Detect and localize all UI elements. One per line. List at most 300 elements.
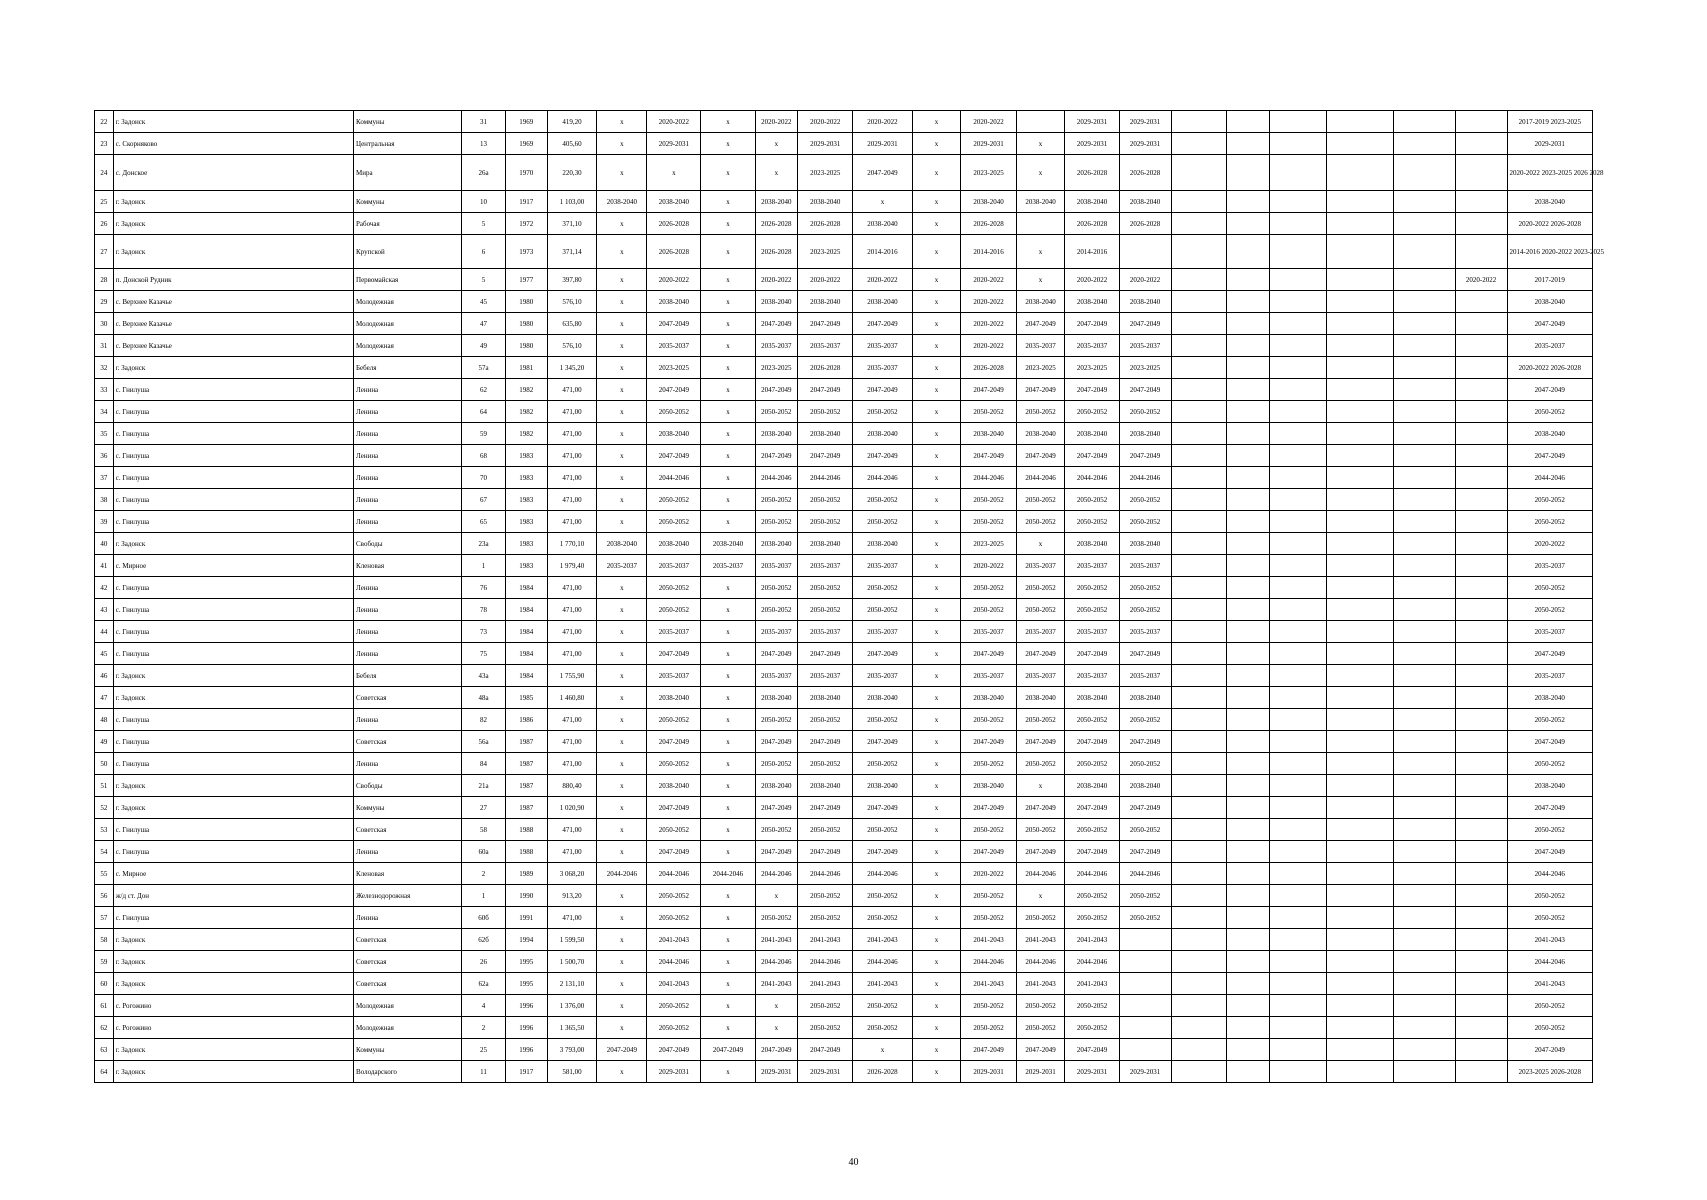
- housing-repair-table: [94, 110, 1605, 1083]
- table-cell: 2044-2046: [853, 863, 912, 885]
- table-cell: [1455, 687, 1507, 709]
- table-cell: х: [912, 907, 961, 929]
- table-cell: 2050-2052: [1119, 599, 1171, 621]
- table-cell: х: [597, 357, 647, 379]
- table-cell: [1226, 907, 1270, 929]
- table-cell: 2020-2022: [647, 111, 701, 133]
- table-cell: [1326, 291, 1394, 313]
- table-cell: 23: [95, 133, 114, 155]
- table-cell: Володарского: [354, 1061, 462, 1083]
- table-cell: [1394, 687, 1455, 709]
- table-cell: [1455, 235, 1507, 269]
- table-cell: 2047-2049: [755, 445, 798, 467]
- table-cell: [1226, 111, 1270, 133]
- table-cell: [1226, 489, 1270, 511]
- table-cell: Советская: [354, 819, 462, 841]
- table-cell: 2026-2028: [755, 213, 798, 235]
- table-cell: [1455, 335, 1507, 357]
- table-cell: 2047-2049: [798, 797, 853, 819]
- table-cell: 49: [95, 731, 114, 753]
- table-cell: 2038-2040: [1119, 423, 1171, 445]
- table-cell: 1985: [505, 687, 547, 709]
- table-cell: х: [597, 819, 647, 841]
- table-cell: 2050-2052: [1507, 819, 1592, 841]
- table-cell: с. Гнилуша: [113, 445, 353, 467]
- table-cell: 47: [95, 687, 114, 709]
- table-cell: 2050-2052: [1119, 885, 1171, 907]
- table-cell: х: [912, 643, 961, 665]
- table-cell: [1171, 555, 1226, 577]
- table-cell: Советская: [354, 973, 462, 995]
- table-cell: 2035-2037: [1119, 621, 1171, 643]
- table-cell: 2050-2052: [853, 511, 912, 533]
- table-cell: [1270, 841, 1326, 863]
- table-row: [95, 1061, 1593, 1083]
- table-row: [95, 445, 1593, 467]
- table-cell: [1394, 753, 1455, 775]
- table-cell: 2047-2049: [1507, 643, 1592, 665]
- table-cell: 2050-2052: [798, 599, 853, 621]
- table-row: [95, 511, 1593, 533]
- table-cell: 2041-2043: [1507, 973, 1592, 995]
- table-cell: 2047-2049: [1016, 445, 1065, 467]
- table-cell: 2035-2037: [647, 335, 701, 357]
- table-cell: 41: [95, 555, 114, 577]
- table-cell: 1984: [505, 621, 547, 643]
- table-cell: 471,00: [547, 379, 597, 401]
- table-cell: п. Донской Рудник: [113, 269, 353, 291]
- table-cell: 1996: [505, 995, 547, 1017]
- table-cell: Молодежная: [354, 291, 462, 313]
- table-cell: 30: [95, 313, 114, 335]
- table-cell: 2044-2046: [1065, 951, 1119, 973]
- table-cell: [1394, 731, 1455, 753]
- table-cell: 2050-2052: [798, 1017, 853, 1039]
- table-cell: 2044-2046: [1065, 467, 1119, 489]
- table-cell: [1455, 533, 1507, 555]
- table-cell: х: [912, 467, 961, 489]
- table-cell: 2038-2040: [853, 291, 912, 313]
- table-cell: [1226, 687, 1270, 709]
- table-cell: 1982: [505, 379, 547, 401]
- table-cell: [1394, 599, 1455, 621]
- table-cell: 2038-2040: [1065, 687, 1119, 709]
- table-cell: г. Задонск: [113, 929, 353, 951]
- table-cell: 2035-2037: [1119, 335, 1171, 357]
- table-cell: [1171, 973, 1226, 995]
- table-cell: х: [912, 885, 961, 907]
- table-cell: [1326, 863, 1394, 885]
- table-cell: 2038-2040: [853, 533, 912, 555]
- table-cell: [1270, 111, 1326, 133]
- table-cell: 2047-2049: [961, 841, 1016, 863]
- table-cell: [1171, 907, 1226, 929]
- table-cell: [1326, 929, 1394, 951]
- table-cell: 2050-2052: [755, 709, 798, 731]
- table-cell: 2038-2040: [1016, 423, 1065, 445]
- table-cell: 2029-2031: [961, 133, 1016, 155]
- table-cell: 2047-2049: [1065, 797, 1119, 819]
- table-cell: [1326, 995, 1394, 1017]
- table-cell: 2035-2037: [853, 357, 912, 379]
- table-cell: 1984: [505, 665, 547, 687]
- table-cell: [1326, 643, 1394, 665]
- table-cell: [1270, 511, 1326, 533]
- table-cell: [1326, 775, 1394, 797]
- table-cell: 25: [95, 191, 114, 213]
- table-cell: 2047-2049: [647, 445, 701, 467]
- table-cell: 2050-2052: [1065, 885, 1119, 907]
- table-cell: 2035-2037: [853, 555, 912, 577]
- table-cell: 2050-2052: [853, 995, 912, 1017]
- table-cell: 2026-2028: [853, 1061, 912, 1083]
- table-cell: х: [912, 555, 961, 577]
- table-cell: [1226, 379, 1270, 401]
- table-cell: 82: [462, 709, 506, 731]
- table-cell: 2047-2049: [1119, 841, 1171, 863]
- table-cell: 61: [95, 995, 114, 1017]
- table-cell: [1394, 841, 1455, 863]
- table-cell: [1326, 269, 1394, 291]
- table-cell: 48: [95, 709, 114, 731]
- table-cell: 2020-2022: [961, 555, 1016, 577]
- table-cell: с. Гнилуша: [113, 511, 353, 533]
- table-row: [95, 709, 1593, 731]
- table-cell: 2047-2049: [755, 379, 798, 401]
- table-cell: х: [701, 467, 755, 489]
- table-cell: х: [912, 235, 961, 269]
- table-cell: х: [1016, 155, 1065, 191]
- table-cell: 2050-2052: [647, 1017, 701, 1039]
- table-cell: с. Гнилуша: [113, 819, 353, 841]
- table-cell: х: [701, 665, 755, 687]
- table-cell: 2014-2016: [961, 235, 1016, 269]
- table-cell: 2050-2052: [798, 511, 853, 533]
- table-cell: 2050-2052: [1016, 511, 1065, 533]
- table-cell: [1226, 885, 1270, 907]
- table-cell: 2026-2028: [755, 235, 798, 269]
- table-cell: х: [597, 753, 647, 775]
- table-cell: 2047-2049: [961, 731, 1016, 753]
- table-cell: 56а: [462, 731, 506, 753]
- table-row: [95, 313, 1593, 335]
- table-cell: Кленовая: [354, 863, 462, 885]
- table-cell: [1455, 995, 1507, 1017]
- table-cell: 2047-2049: [961, 379, 1016, 401]
- table-cell: [1394, 313, 1455, 335]
- table-cell: 2035-2037: [647, 665, 701, 687]
- table-cell: 2050-2052: [853, 709, 912, 731]
- table-cell: 1989: [505, 863, 547, 885]
- table-cell: 1995: [505, 973, 547, 995]
- table-cell: [1226, 213, 1270, 235]
- table-cell: [1270, 489, 1326, 511]
- table-row: [95, 379, 1593, 401]
- table-row: [95, 269, 1593, 291]
- table-cell: 43: [95, 599, 114, 621]
- table-cell: 1996: [505, 1039, 547, 1061]
- table-cell: г. Задонск: [113, 687, 353, 709]
- table-cell: 2047-2049: [1065, 379, 1119, 401]
- table-cell: 2047-2049: [647, 643, 701, 665]
- table-cell: х: [701, 155, 755, 191]
- table-cell: 2 131,10: [547, 973, 597, 995]
- table-cell: [1270, 753, 1326, 775]
- table-cell: 45: [462, 291, 506, 313]
- table-cell: [1455, 599, 1507, 621]
- table-cell: [1016, 111, 1065, 133]
- table-cell: х: [597, 621, 647, 643]
- table-cell: 2038-2040: [798, 687, 853, 709]
- table-cell: 2050-2052: [961, 401, 1016, 423]
- table-cell: 2050-2052: [1507, 577, 1592, 599]
- table-cell: 2038-2040: [647, 423, 701, 445]
- table-cell: 2050-2052: [647, 753, 701, 775]
- table-cell: 2029-2031: [961, 1061, 1016, 1083]
- table-cell: 2047-2049: [1119, 379, 1171, 401]
- table-cell: 371,14: [547, 235, 597, 269]
- table-cell: [1455, 445, 1507, 467]
- table-cell: [1394, 533, 1455, 555]
- table-cell: х: [597, 885, 647, 907]
- table-cell: 1 103,00: [547, 191, 597, 213]
- table-cell: 38: [95, 489, 114, 511]
- table-cell: [1270, 445, 1326, 467]
- table-cell: 2047-2049: [853, 797, 912, 819]
- table-cell: 2044-2046: [853, 951, 912, 973]
- table-cell: [1171, 291, 1226, 313]
- table-cell: 2050-2052: [1016, 577, 1065, 599]
- table-cell: [1455, 357, 1507, 379]
- table-cell: Советская: [354, 687, 462, 709]
- table-cell: 48а: [462, 687, 506, 709]
- table-cell: Рабочая: [354, 213, 462, 235]
- table-cell: Молодежная: [354, 995, 462, 1017]
- table-cell: [1270, 213, 1326, 235]
- table-row: [95, 731, 1593, 753]
- table-cell: [1455, 511, 1507, 533]
- table-cell: 2050-2052: [1507, 907, 1592, 929]
- table-cell: х: [701, 401, 755, 423]
- table-cell: [1226, 445, 1270, 467]
- table-cell: [1270, 973, 1326, 995]
- table-cell: [1270, 1061, 1326, 1083]
- table-cell: [1270, 133, 1326, 155]
- table-cell: [1226, 511, 1270, 533]
- table-cell: 42: [95, 577, 114, 599]
- table-cell: 2020-2022: [961, 269, 1016, 291]
- table-cell: 11: [462, 1061, 506, 1083]
- table-cell: 2047-2049: [853, 313, 912, 335]
- table-cell: [1455, 643, 1507, 665]
- table-cell: [1394, 379, 1455, 401]
- table-cell: 2047-2049: [961, 1039, 1016, 1061]
- table-cell: [1270, 191, 1326, 213]
- table-cell: г. Задонск: [113, 973, 353, 995]
- table-cell: 59: [462, 423, 506, 445]
- table-cell: 52: [95, 797, 114, 819]
- table-cell: 2029-2031: [1119, 1061, 1171, 1083]
- table-cell: 27: [462, 797, 506, 819]
- table-cell: 1: [462, 555, 506, 577]
- table-cell: 2023-2025: [755, 357, 798, 379]
- table-cell: 2035-2037: [1065, 555, 1119, 577]
- table-cell: с. Гнилуша: [113, 621, 353, 643]
- table-cell: [1226, 709, 1270, 731]
- table-cell: [1270, 665, 1326, 687]
- table-cell: 49: [462, 335, 506, 357]
- table-cell: [1270, 775, 1326, 797]
- table-cell: г. Задонск: [113, 533, 353, 555]
- table-cell: 2038-2040: [1507, 687, 1592, 709]
- table-cell: [1226, 731, 1270, 753]
- table-cell: х: [597, 291, 647, 313]
- table-cell: х: [701, 379, 755, 401]
- table-cell: 2050-2052: [1065, 709, 1119, 731]
- table-cell: [1326, 665, 1394, 687]
- table-cell: 2020-2022 2026-2028: [1507, 357, 1592, 379]
- table-cell: 2050-2052: [798, 819, 853, 841]
- table-cell: [1270, 269, 1326, 291]
- table-cell: 1 365,50: [547, 1017, 597, 1039]
- table-cell: 419,20: [547, 111, 597, 133]
- table-cell: 2038-2040: [597, 191, 647, 213]
- table-cell: 2044-2046: [1065, 863, 1119, 885]
- table-cell: х: [912, 269, 961, 291]
- table-cell: 1983: [505, 533, 547, 555]
- table-cell: 29: [95, 291, 114, 313]
- table-cell: [1326, 973, 1394, 995]
- table-cell: [1394, 929, 1455, 951]
- table-cell: 70: [462, 467, 506, 489]
- table-cell: х: [597, 467, 647, 489]
- table-cell: [1326, 423, 1394, 445]
- table-cell: х: [701, 907, 755, 929]
- table-cell: 1: [462, 885, 506, 907]
- table-cell: 2029-2031: [1119, 133, 1171, 155]
- table-cell: 2050-2052: [1065, 1017, 1119, 1039]
- table-cell: 913,20: [547, 885, 597, 907]
- table-cell: 2044-2046: [647, 863, 701, 885]
- table-row: [95, 665, 1593, 687]
- table-cell: [1171, 357, 1226, 379]
- table-cell: 2047-2049: [1507, 379, 1592, 401]
- table-cell: 2038-2040: [597, 533, 647, 555]
- table-cell: 2044-2046: [798, 951, 853, 973]
- table-cell: 2047-2049: [647, 731, 701, 753]
- table-cell: 1972: [505, 213, 547, 235]
- table-cell: х: [701, 1017, 755, 1039]
- table-cell: 2044-2046: [755, 863, 798, 885]
- table-cell: [1394, 335, 1455, 357]
- page-number: 40: [848, 1157, 859, 1168]
- table-cell: 1984: [505, 643, 547, 665]
- table-cell: 2041-2043: [1016, 973, 1065, 995]
- table-cell: 2044-2046: [597, 863, 647, 885]
- table-cell: х: [597, 235, 647, 269]
- table-cell: [1326, 951, 1394, 973]
- table-cell: с. Гнилуша: [113, 401, 353, 423]
- table-cell: [1226, 775, 1270, 797]
- table-cell: 1 599,50: [547, 929, 597, 951]
- table-cell: [1119, 1017, 1171, 1039]
- table-cell: [1270, 863, 1326, 885]
- table-cell: 2050-2052: [1016, 709, 1065, 731]
- table-cell: 2020-2022: [1455, 269, 1507, 291]
- table-cell: [1226, 819, 1270, 841]
- table-cell: 2050-2052: [1507, 1017, 1592, 1039]
- table-cell: 2047-2049: [961, 643, 1016, 665]
- table-cell: [1394, 555, 1455, 577]
- table-cell: 2047-2049: [1119, 731, 1171, 753]
- table-cell: 2020-2022: [1507, 533, 1592, 555]
- table-cell: [1455, 213, 1507, 235]
- table-cell: х: [701, 445, 755, 467]
- table-cell: [1326, 357, 1394, 379]
- table-cell: 2035-2037: [853, 621, 912, 643]
- table-cell: Ленина: [354, 445, 462, 467]
- table-cell: 2050-2052: [853, 885, 912, 907]
- table-cell: х: [597, 445, 647, 467]
- table-cell: х: [701, 885, 755, 907]
- table-cell: [1455, 555, 1507, 577]
- table-cell: 2038-2040: [853, 687, 912, 709]
- table-cell: 1973: [505, 235, 547, 269]
- table-cell: 2020-2022: [1065, 269, 1119, 291]
- table-cell: [1394, 291, 1455, 313]
- table-cell: 2029-2031: [1016, 1061, 1065, 1083]
- table-cell: х: [912, 621, 961, 643]
- table-cell: 1994: [505, 929, 547, 951]
- table-cell: х: [647, 155, 701, 191]
- table-cell: 2035-2037: [798, 621, 853, 643]
- table-cell: 2035-2037: [1507, 555, 1592, 577]
- table-cell: 2041-2043: [1016, 929, 1065, 951]
- table-cell: 51: [95, 775, 114, 797]
- table-cell: 1980: [505, 335, 547, 357]
- table-cell: 2050-2052: [1507, 511, 1592, 533]
- table-cell: 2047-2049: [755, 313, 798, 335]
- table-cell: 2020-2022: [647, 269, 701, 291]
- table-cell: [1455, 191, 1507, 213]
- table-cell: [1226, 995, 1270, 1017]
- table-cell: 47: [462, 313, 506, 335]
- table-cell: 2038-2040: [853, 423, 912, 445]
- table-cell: 2044-2046: [1016, 951, 1065, 973]
- table-cell: х: [597, 489, 647, 511]
- table-cell: 1 500,70: [547, 951, 597, 973]
- table-cell: 2044-2046: [853, 467, 912, 489]
- table-cell: х: [1016, 885, 1065, 907]
- table-cell: 78: [462, 599, 506, 621]
- table-cell: 2050-2052: [1016, 1017, 1065, 1039]
- table-cell: 1990: [505, 885, 547, 907]
- table-cell: [1226, 291, 1270, 313]
- table-cell: 2029-2031: [647, 133, 701, 155]
- table-cell: 2047-2049: [1507, 841, 1592, 863]
- table-cell: 1984: [505, 599, 547, 621]
- table-cell: х: [701, 819, 755, 841]
- table-row: [95, 621, 1593, 643]
- table-cell: 2035-2037: [1016, 621, 1065, 643]
- table-cell: 1982: [505, 401, 547, 423]
- table-cell: [1171, 951, 1226, 973]
- table-cell: х: [912, 511, 961, 533]
- table-cell: 471,00: [547, 819, 597, 841]
- table-cell: [1394, 1061, 1455, 1083]
- table-cell: х: [912, 665, 961, 687]
- table-cell: 65: [462, 511, 506, 533]
